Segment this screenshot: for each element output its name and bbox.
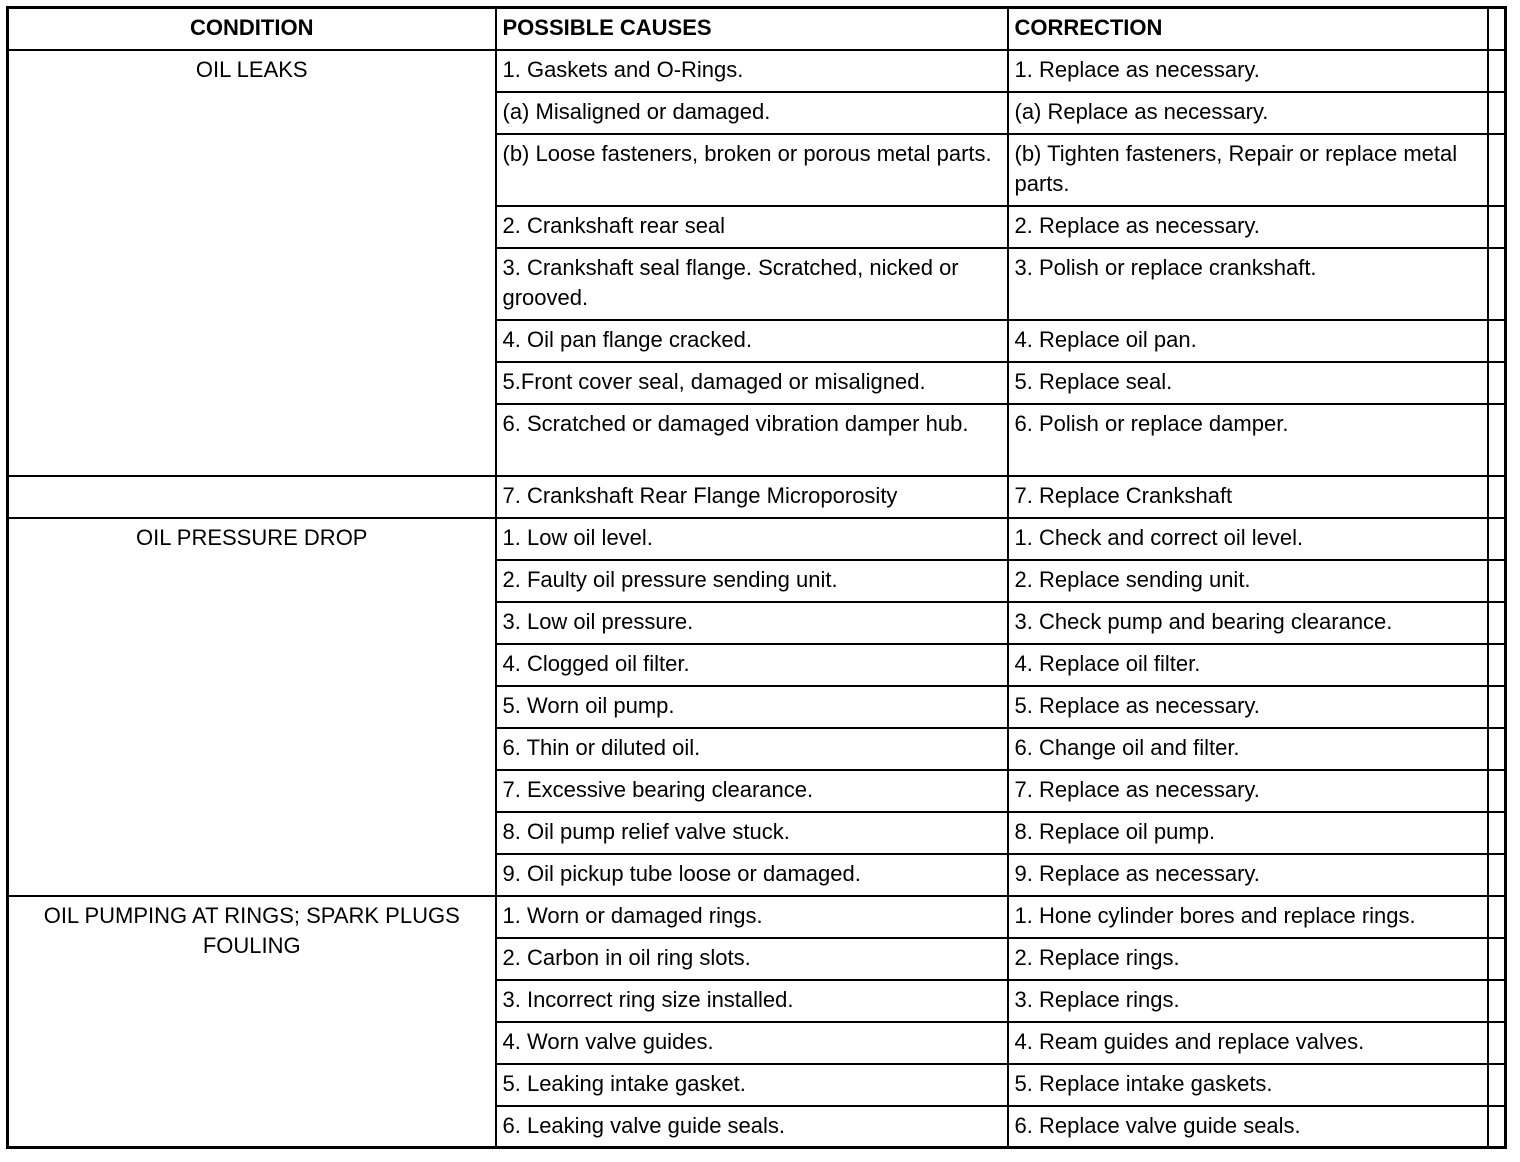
margin-cell <box>1488 854 1506 896</box>
correction-cell: 2. Replace sending unit. <box>1008 560 1488 602</box>
cause-cell: 3. Low oil pressure. <box>496 602 1008 644</box>
margin-cell <box>1488 812 1506 854</box>
margin-cell <box>1488 728 1506 770</box>
margin-cell <box>1488 896 1506 938</box>
correction-cell: (a) Replace as necessary. <box>1008 92 1488 134</box>
correction-cell: 5. Replace seal. <box>1008 362 1488 404</box>
cause-cell: 5.Front cover seal, damaged or misaligned. <box>496 362 1008 404</box>
correction-cell: 2. Replace as necessary. <box>1008 206 1488 248</box>
cause-cell: 8. Oil pump relief valve stuck. <box>496 812 1008 854</box>
margin-cell <box>1488 92 1506 134</box>
table-row <box>8 518 1506 560</box>
correction-cell: 3. Polish or replace crankshaft. <box>1008 248 1488 320</box>
correction-cell: 6. Polish or replace damper. <box>1008 404 1488 476</box>
margin-cell <box>1488 686 1506 728</box>
correction-cell: (b) Tighten fasteners, Repair or replace metal parts. <box>1008 134 1488 206</box>
cause-cell: 4. Clogged oil filter. <box>496 644 1008 686</box>
cause-cell: 6. Thin or diluted oil. <box>496 728 1008 770</box>
cause-cell: 1. Worn or damaged rings. <box>496 896 1008 938</box>
cause-cell: 2. Faulty oil pressure sending unit. <box>496 560 1008 602</box>
margin-cell <box>1488 50 1506 92</box>
margin-cell <box>1488 980 1506 1022</box>
correction-cell: 1. Replace as necessary. <box>1008 50 1488 92</box>
cause-cell: 3. Incorrect ring size installed. <box>496 980 1008 1022</box>
margin-cell <box>1488 602 1506 644</box>
margin-cell <box>1488 1064 1506 1106</box>
cause-cell: (a) Misaligned or damaged. <box>496 92 1008 134</box>
cause-cell: 1. Low oil level. <box>496 518 1008 560</box>
header-row <box>8 8 1506 50</box>
correction-cell: 5. Replace intake gaskets. <box>1008 1064 1488 1106</box>
cause-cell: 4. Oil pan flange cracked. <box>496 320 1008 362</box>
correction-cell: 3. Replace rings. <box>1008 980 1488 1022</box>
margin-cell <box>1488 1022 1506 1064</box>
correction-cell: 1. Hone cylinder bores and replace rings. <box>1008 896 1488 938</box>
correction-cell: 4. Replace oil pan. <box>1008 320 1488 362</box>
cause-cell: 1. Gaskets and O-Rings. <box>496 50 1008 92</box>
correction-cell: 9. Replace as necessary. <box>1008 854 1488 896</box>
margin-cell <box>1488 518 1506 560</box>
cause-cell: 5. Leaking intake gasket. <box>496 1064 1008 1106</box>
correction-cell: 7. Replace as necessary. <box>1008 770 1488 812</box>
cause-cell: 6. Leaking valve guide seals. <box>496 1106 1008 1148</box>
margin-cell <box>1488 320 1506 362</box>
margin-cell <box>1488 404 1506 476</box>
margin-cell <box>1488 560 1506 602</box>
margin-cell <box>1488 248 1506 320</box>
correction-cell: 3. Check pump and bearing clearance. <box>1008 602 1488 644</box>
table-row <box>8 476 1506 518</box>
cause-cell: 7. Crankshaft Rear Flange Microporosity <box>496 476 1008 518</box>
cause-cell: (b) Loose fasteners, broken or porous metal parts. <box>496 134 1008 206</box>
correction-cell: 4. Replace oil filter. <box>1008 644 1488 686</box>
cause-cell: 6. Scratched or damaged vibration damper hub. <box>496 404 1008 476</box>
margin-cell <box>1488 362 1506 404</box>
condition-cell: OIL PUMPING AT RINGS; SPARK PLUGS FOULING <box>8 896 496 1148</box>
correction-cell: 2. Replace rings. <box>1008 938 1488 980</box>
cause-cell: 2. Crankshaft rear seal <box>496 206 1008 248</box>
causes-header: POSSIBLE CAUSES <box>496 8 1008 50</box>
condition-header: CONDITION <box>8 8 496 50</box>
table-row <box>8 50 1506 92</box>
diagnosis-table-wrapper <box>6 6 1507 1149</box>
table-row <box>8 896 1506 938</box>
correction-cell: 6. Change oil and filter. <box>1008 728 1488 770</box>
margin-cell <box>1488 134 1506 206</box>
margin-cell <box>1488 8 1506 50</box>
condition-cell <box>8 476 496 518</box>
correction-cell: 8. Replace oil pump. <box>1008 812 1488 854</box>
correction-cell: 6. Replace valve guide seals. <box>1008 1106 1488 1148</box>
correction-cell: 5. Replace as necessary. <box>1008 686 1488 728</box>
margin-cell <box>1488 644 1506 686</box>
cause-cell: 3. Crankshaft seal flange. Scratched, nicked or grooved. <box>496 248 1008 320</box>
diagnosis-table <box>6 6 1507 1149</box>
correction-cell: 7. Replace Crankshaft <box>1008 476 1488 518</box>
margin-cell <box>1488 1106 1506 1148</box>
cause-cell: 7. Excessive bearing clearance. <box>496 770 1008 812</box>
cause-cell: 2. Carbon in oil ring slots. <box>496 938 1008 980</box>
margin-cell <box>1488 476 1506 518</box>
correction-header: CORRECTION <box>1008 8 1488 50</box>
correction-cell: 1. Check and correct oil level. <box>1008 518 1488 560</box>
cause-cell: 4. Worn valve guides. <box>496 1022 1008 1064</box>
correction-cell: 4. Ream guides and replace valves. <box>1008 1022 1488 1064</box>
condition-cell: OIL PRESSURE DROP <box>8 518 496 896</box>
margin-cell <box>1488 938 1506 980</box>
cause-cell: 5. Worn oil pump. <box>496 686 1008 728</box>
margin-cell <box>1488 206 1506 248</box>
margin-cell <box>1488 770 1506 812</box>
cause-cell: 9. Oil pickup tube loose or damaged. <box>496 854 1008 896</box>
condition-cell: OIL LEAKS <box>8 50 496 476</box>
